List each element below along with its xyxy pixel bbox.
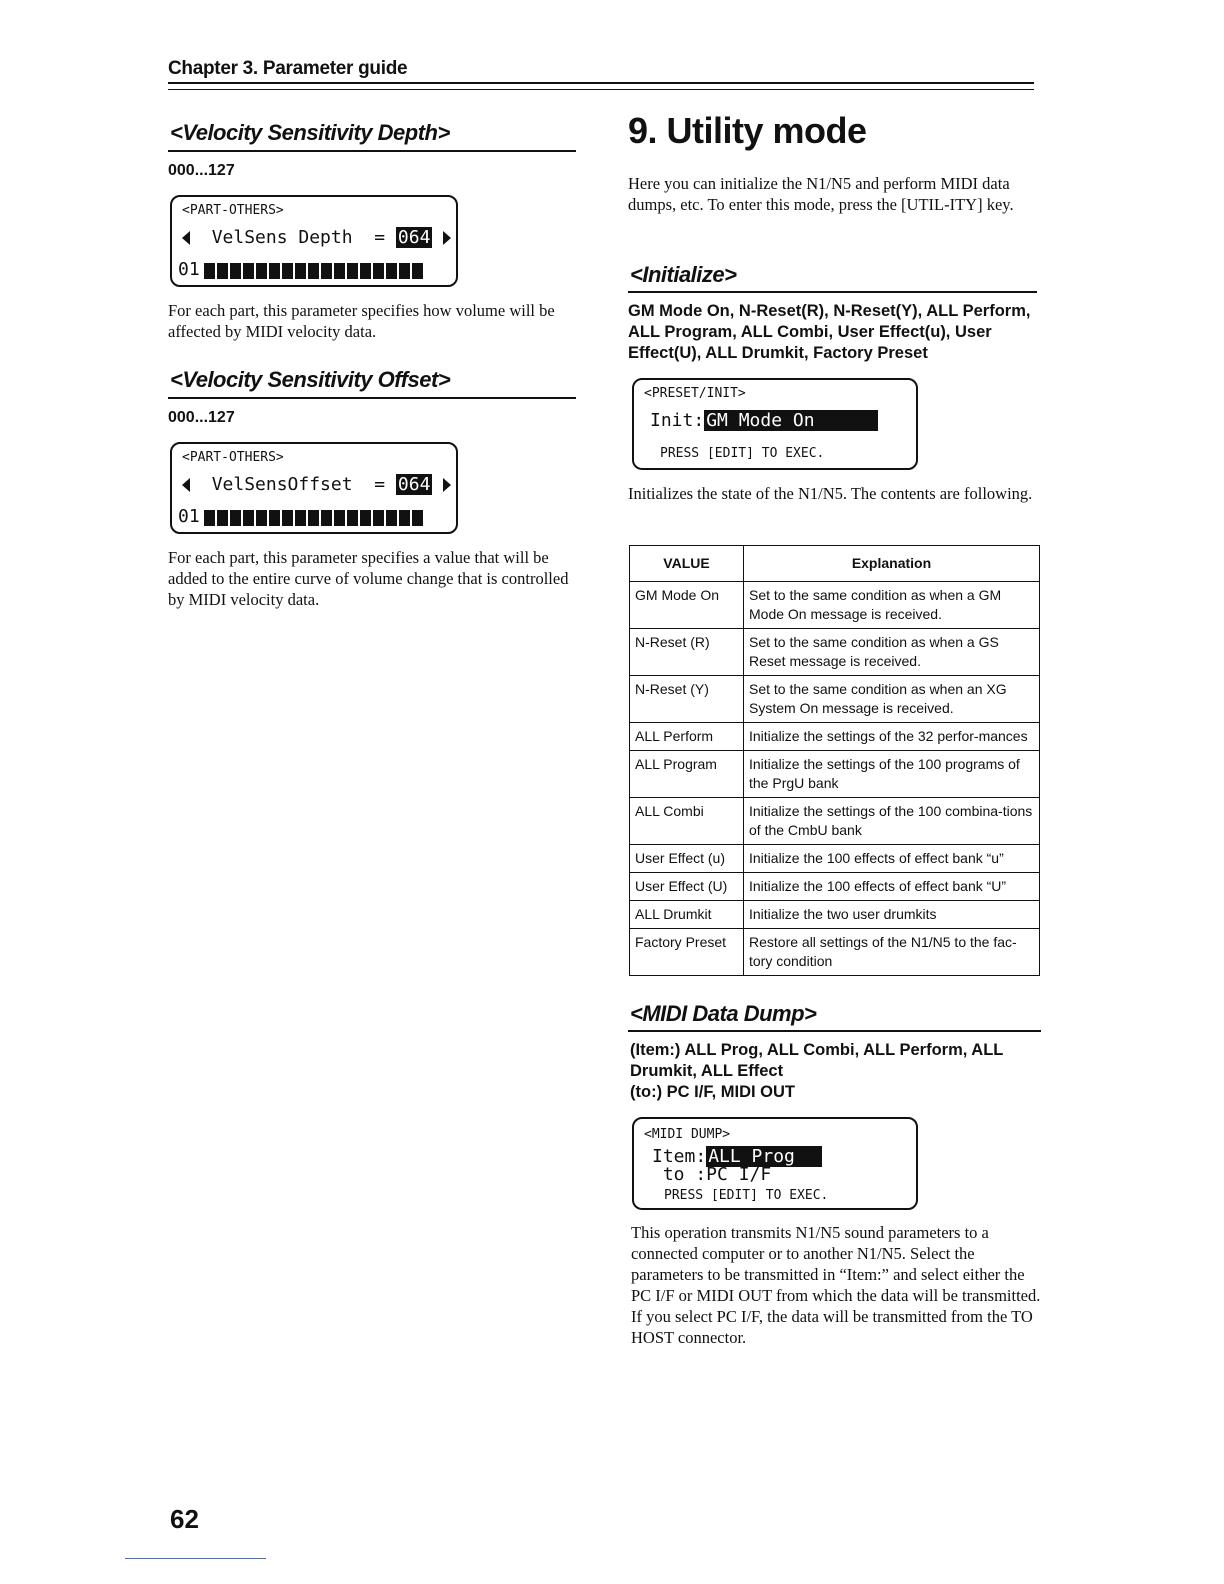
table-cell: Initialize the 100 effects of effect bank “u”: [744, 845, 1040, 873]
header-rule-thin: [168, 89, 1034, 90]
lcd-value: 064: [397, 474, 431, 495]
section-title: 9. Utility mode: [628, 110, 867, 151]
initialize-description: Initializes the state of the N1/N5. The contents are following.: [628, 484, 1033, 503]
lcd-item-label: Item:: [652, 1146, 707, 1167]
table-cell: Set to the same condition as when a GS Reset message is received.: [744, 629, 1040, 676]
initialize-heading: <Initialize>: [630, 262, 737, 287]
table-row: [630, 723, 1040, 751]
footer-line: [125, 1558, 266, 1559]
table-row: [630, 929, 1040, 976]
table-cell: N-Reset (Y): [630, 676, 744, 723]
table-cell: ALL Combi: [630, 798, 744, 845]
lcd-velocity-depth: [170, 195, 458, 287]
lcd-preset-init: [632, 378, 918, 470]
table-row: [630, 751, 1040, 798]
depth-range: 000...127: [168, 162, 235, 179]
table-cell: Factory Preset: [630, 929, 744, 976]
lcd-press: PRESS [EDIT] TO EXEC.: [660, 446, 825, 461]
table-cell: Set to the same condition as when an XG System On message is received.: [744, 676, 1040, 723]
initialize-options: GM Mode On, N-Reset(R), N-Reset(Y), ALL Perform, ALL Program, ALL Combi, User Effect(u), User Effect(U), ALL Drumkit, Factory Preset: [628, 302, 1031, 362]
table-header: Explanation: [744, 546, 1040, 582]
table-cell: ALL Drumkit: [630, 901, 744, 929]
table-header: VALUE: [630, 546, 744, 582]
table-cell: User Effect (u): [630, 845, 744, 873]
lcd-param: VelSens Depth =: [211, 227, 386, 248]
lcd-init-row: [650, 410, 878, 431]
table-cell: Initialize the settings of the 100 combina-tions of the CmbU bank: [744, 798, 1040, 845]
arrow-left-icon: [182, 478, 190, 492]
lcd-title: <PRESET/INIT>: [644, 386, 746, 401]
arrow-right-icon: [443, 231, 451, 245]
offset-description: For each part, this parameter specifies a value that will be added to the entire curve of volume change that is controlled by MIDI velocity data.: [168, 548, 569, 609]
utility-intro: Here you can initialize the N1/N5 and perform MIDI data dumps, etc. To enter this mode, press the [UTIL-ITY] key.: [628, 174, 1014, 214]
table-cell: Initialize the two user drumkits: [744, 901, 1040, 929]
part-level-bars: [204, 263, 423, 279]
lcd-init-value: GM Mode On: [704, 410, 878, 431]
header-rule: [168, 82, 1034, 84]
midi-dump-heading: <MIDI Data Dump>: [630, 1001, 817, 1026]
table-row: [630, 676, 1040, 723]
lcd-param-row: [182, 227, 451, 248]
lcd-title: <MIDI DUMP>: [644, 1127, 731, 1142]
offset-range: 000...127: [168, 409, 235, 426]
table-row: [630, 582, 1040, 629]
table-header-row: [630, 546, 1040, 582]
table-cell: N-Reset (R): [630, 629, 744, 676]
table-cell: ALL Perform: [630, 723, 744, 751]
lcd-title: <PART-OTHERS>: [182, 203, 284, 218]
chapter-header: Chapter 3. Parameter guide: [168, 58, 408, 79]
initialize-table: [629, 545, 1040, 976]
table-cell: Initialize the 100 effects of effect bank “U”: [744, 873, 1040, 901]
lcd-midi-dump: [632, 1117, 918, 1210]
table-cell: Initialize the settings of the 32 perfor-mances: [744, 723, 1040, 751]
table-row: [630, 629, 1040, 676]
lcd-part: 01: [178, 259, 200, 280]
velocity-offset-heading: <Velocity Sensitivity Offset>: [170, 367, 451, 392]
lcd-title: <PART-OTHERS>: [182, 450, 284, 465]
lcd-init-label: Init:: [650, 410, 705, 431]
lcd-value: 064: [397, 227, 431, 248]
lcd-item-value: ALL Prog: [706, 1146, 822, 1167]
table-cell: ALL Program: [630, 751, 744, 798]
dump-description: This operation transmits N1/N5 sound parameters to a connected computer or to another N1/N5. Select the parameters to be transmitted in “Item:” and select either the PC I/F or MIDI OUT from which the data will be transmitted. If you select PC I/F, the data will be transmitted from the TO HOST connector.: [631, 1223, 1041, 1347]
heading-rule: [168, 150, 576, 152]
table-row: [630, 901, 1040, 929]
arrow-right-icon: [443, 478, 451, 492]
depth-description: For each part, this parameter specifies how volume will be affected by MIDI velocity data.: [168, 301, 555, 341]
lcd-param-row: [182, 474, 451, 495]
lcd-press: PRESS [EDIT] TO EXEC.: [664, 1188, 829, 1203]
table-cell: GM Mode On: [630, 582, 744, 629]
dump-to-options: (to:) PC I/F, MIDI OUT: [630, 1083, 795, 1101]
lcd-velocity-offset: [170, 442, 458, 534]
table-row: [630, 873, 1040, 901]
part-level-bars: [204, 510, 423, 526]
table-cell: Set to the same condition as when a GM Mode On message is received.: [744, 582, 1040, 629]
heading-rule: [628, 291, 1037, 293]
lcd-param: VelSensOffset =: [211, 474, 386, 495]
heading-rule: [168, 397, 576, 399]
page-number: 62: [170, 1504, 199, 1534]
table-row: [630, 845, 1040, 873]
heading-rule: [628, 1030, 1041, 1032]
table-row: [630, 798, 1040, 845]
dump-item-options: (Item:) ALL Prog, ALL Combi, ALL Perform, ALL Drumkit, ALL Effect: [630, 1041, 1004, 1080]
arrow-left-icon: [182, 231, 190, 245]
table-cell: Restore all settings of the N1/N5 to the fac-tory condition: [744, 929, 1040, 976]
velocity-depth-heading: <Velocity Sensitivity Depth>: [170, 120, 450, 145]
table-cell: User Effect (U): [630, 873, 744, 901]
table-cell: Initialize the settings of the 100 programs of the PrgU bank: [744, 751, 1040, 798]
lcd-to-line: to :PC I/F: [652, 1164, 772, 1185]
lcd-part: 01: [178, 506, 200, 527]
